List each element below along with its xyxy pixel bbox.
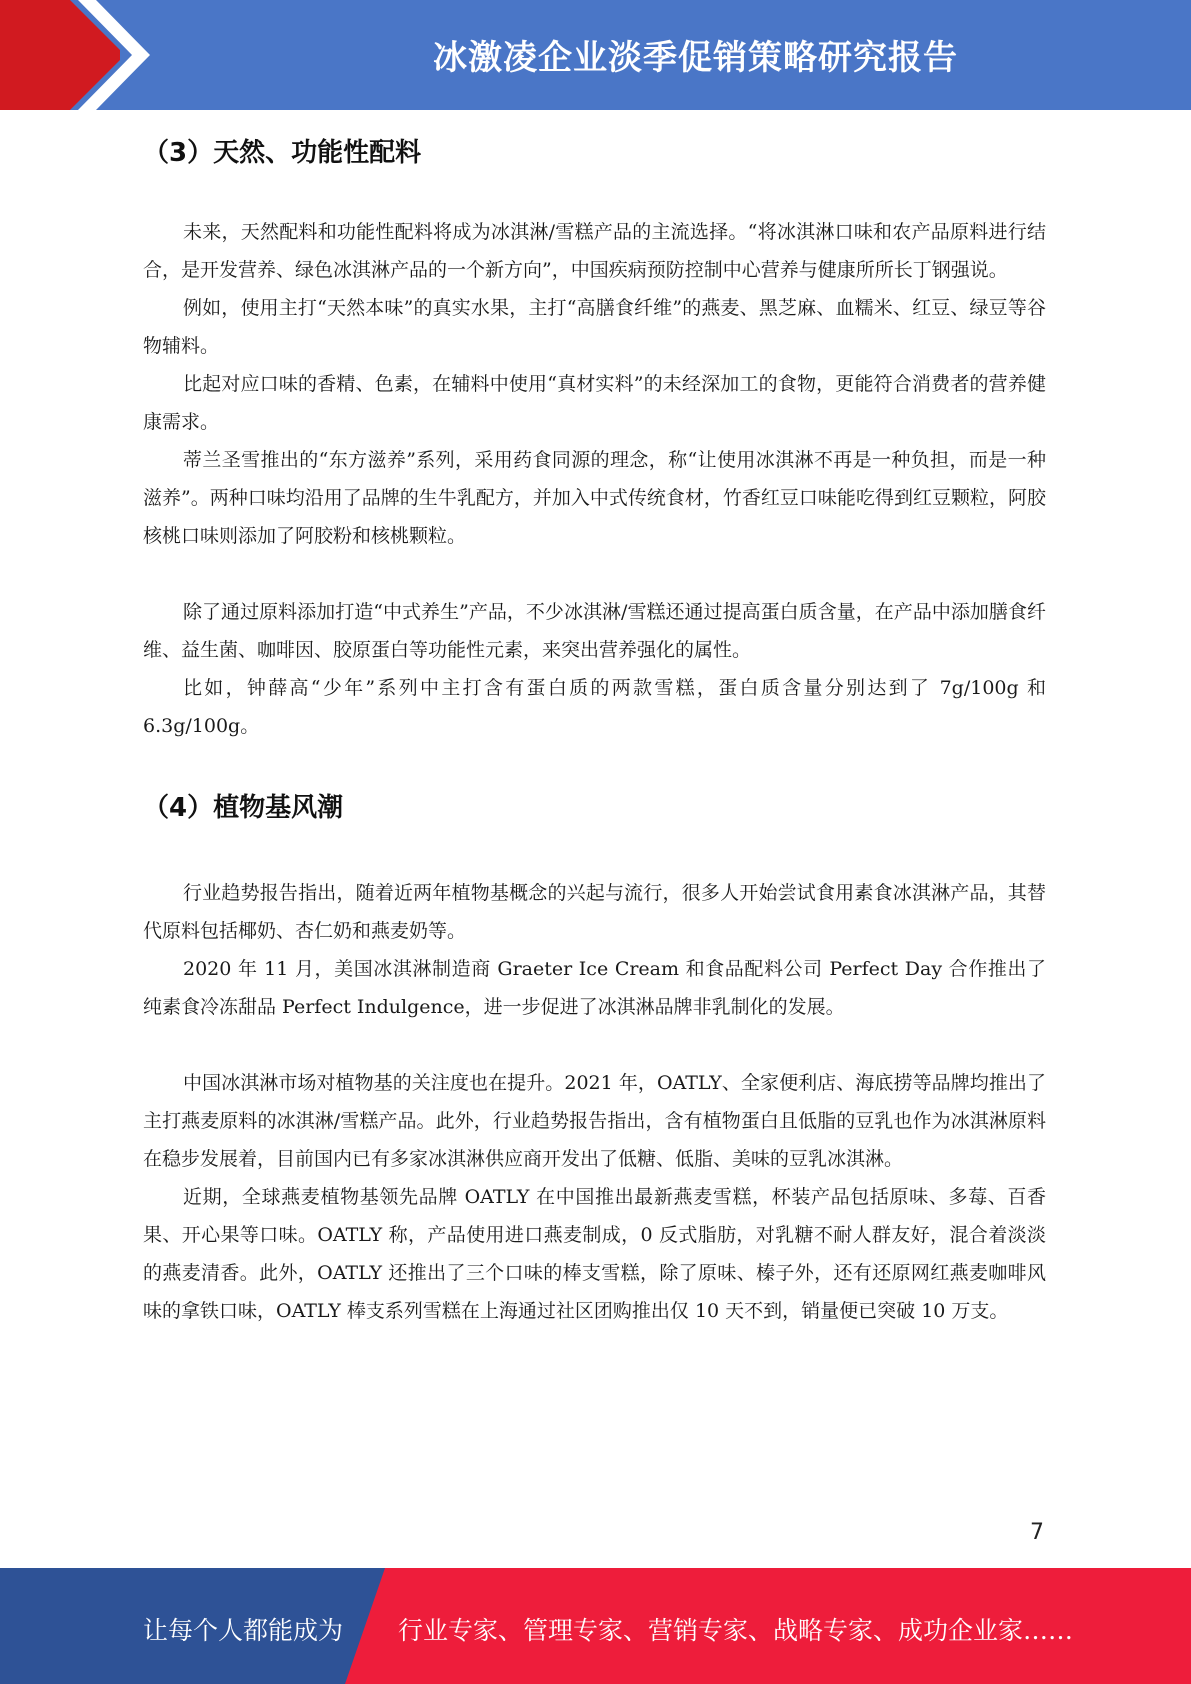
spacer xyxy=(143,555,1046,593)
page-number: 7 xyxy=(1030,1520,1044,1545)
footer-slogan-right: 行业专家、管理专家、营销专家、战略专家、成功企业家…… xyxy=(398,1616,1074,1645)
page-header xyxy=(0,0,1191,110)
section-3-heading: （3）天然、功能性配料 xyxy=(143,138,422,168)
footer-slogan-left: 让每个人都能成为 xyxy=(143,1616,344,1645)
paragraph: 蒂兰圣雪推出的“东方滋养”系列，采用药食同源的理念，称“让使用冰淇淋不再是一种负担，而是一种滋养”。两种口味均沿用了品牌的生牛乳配方，并加入中式传统食材，竹香红豆口味能吃得到红豆颗粒，阿胶核桃口味则添加了阿胶粉和核桃颗粒。 xyxy=(143,449,1046,547)
paragraph: 近期，全球燕麦植物基领先品牌 OATLY 在中国推出最新燕麦雪糕，杯装产品包括原味、多莓、百香果、开心果等口味。OATLY 称，产品使用进口燕麦制成，0 反式脂肪，对乳糖不耐人群友好，混合着淡淡的燕麦清香。此外，OATLY 还推出了三个口味的棒支雪糕，除了原味、榛子外，还有还原网红燕麦咖啡风味的拿铁口味，OATLY 棒支系列雪糕在上海通过社区团购推出仅 10 天不到，销量便已突破 10 万支。 xyxy=(143,1186,1046,1322)
paragraph: 2020 年 11 月，美国冰淇淋制造商 Graeter Ice Cream 和食品配料公司 Perfect Day 合作推出了纯素食冷冻甜品 Perfect Indulgence，进一步促进了冰淇淋品牌非乳制化的发展。 xyxy=(143,958,1046,1018)
section-4-heading: （4）植物基风潮 xyxy=(143,793,344,823)
paragraph: 例如，使用主打“天然本味”的真实水果，主打“高膳食纤维”的燕麦、黑芝麻、血糯米、红豆、绿豆等谷物辅料。 xyxy=(143,297,1046,357)
paragraph: 比起对应口味的香精、色素，在辅料中使用“真材实料”的未经深加工的食物，更能符合消费者的营养健康需求。 xyxy=(143,373,1046,433)
report-title: 冰激凌企业淡季促销策略研究报告 xyxy=(433,38,958,78)
page-footer xyxy=(0,1568,1191,1684)
paragraph: 除了通过原料添加打造“中式养生”产品，不少冰淇淋/雪糕还通过提高蛋白质含量，在产品中添加膳食纤维、益生菌、咖啡因、胶原蛋白等功能性元素，来突出营养强化的属性。 xyxy=(143,601,1046,661)
paragraph: 未来，天然配料和功能性配料将成为冰淇淋/雪糕产品的主流选择。“将冰淇淋口味和农产品原料进行结合，是开发营养、绿色冰淇淋产品的一个新方向”，中国疾病预防控制中心营养与健康所所长丁钢强说。 xyxy=(143,221,1046,281)
paragraph: 行业趋势报告指出，随着近两年植物基概念的兴起与流行，很多人开始尝试食用素食冰淇淋产品，其替代原料包括椰奶、杏仁奶和燕麦奶等。 xyxy=(143,882,1046,942)
spacer xyxy=(143,1026,1046,1064)
paragraph: 中国冰淇淋市场对植物基的关注度也在提升。2021 年，OATLY、全家便利店、海底捞等品牌均推出了主打燕麦原料的冰淇淋/雪糕产品。此外，行业趋势报告指出，含有植物蛋白且低脂的豆乳也作为冰淇淋原料在稳步发展着，目前国内已有多家冰淇淋供应商开发出了低糖、低脂、美味的豆乳冰淇淋。 xyxy=(143,1072,1046,1170)
main-content xyxy=(143,128,1046,1330)
paragraph: 比如，钟薛高“少年”系列中主打含有蛋白质的两款雪糕，蛋白质含量分别达到了 7g/100g 和 6.3g/100g。 xyxy=(143,677,1046,737)
